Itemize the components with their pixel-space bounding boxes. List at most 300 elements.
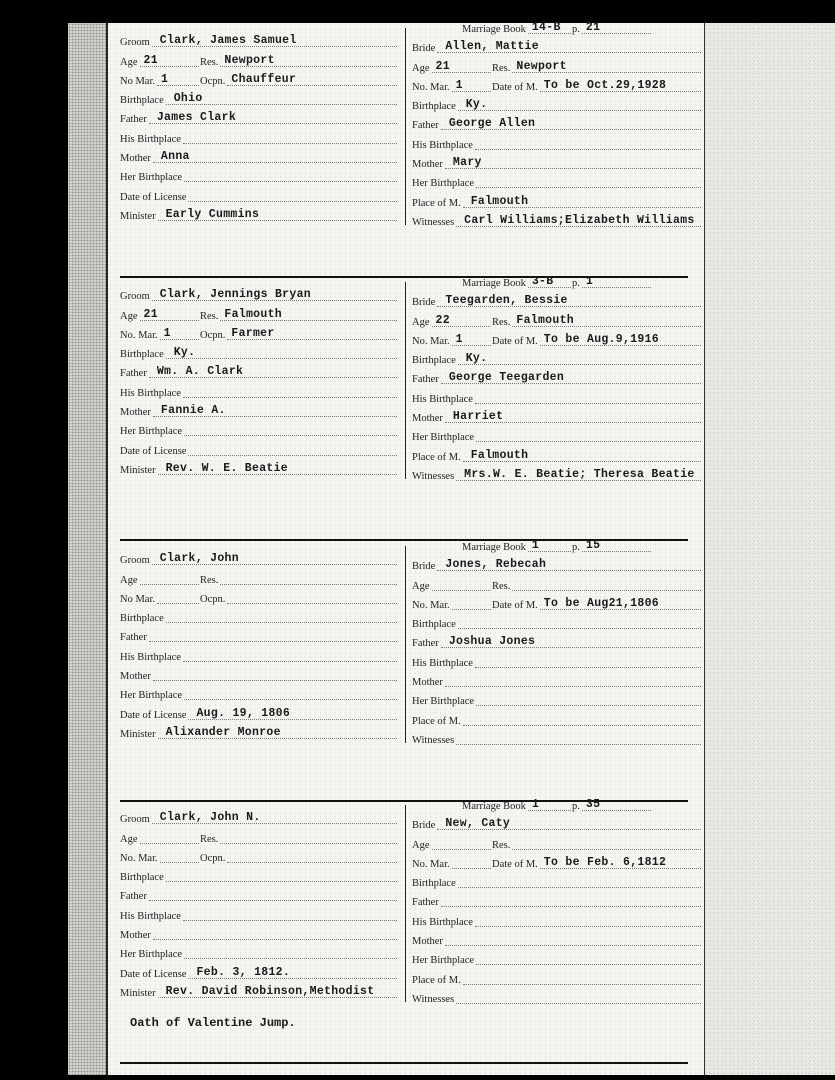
- form-row: [412, 929, 702, 948]
- form-field: [120, 966, 398, 981]
- field-label: Age: [120, 574, 138, 586]
- form-field: [120, 687, 398, 702]
- bride-column: [412, 20, 702, 229]
- field-dotted-line: [140, 831, 200, 844]
- form-row: [120, 184, 398, 203]
- field-dotted-line: [463, 449, 701, 462]
- form-field: [120, 54, 200, 69]
- form-field: [412, 933, 702, 948]
- field-label: Mother: [120, 153, 151, 165]
- form-field: [492, 333, 702, 348]
- form-field: [412, 558, 702, 573]
- field-dotted-line: [582, 798, 651, 811]
- field-dotted-line: [158, 462, 397, 475]
- field-dotted-line: [528, 21, 571, 34]
- groom-column: [120, 284, 398, 477]
- field-dotted-line: [158, 726, 397, 739]
- form-row: [412, 94, 702, 113]
- field-value: Harriet: [452, 410, 504, 424]
- field-value: 1: [531, 539, 540, 552]
- form-row: [412, 210, 702, 229]
- form-row: [412, 987, 702, 1006]
- field-label: His Birthplace: [412, 139, 473, 151]
- form-row: [120, 548, 398, 567]
- form-row: [412, 406, 702, 425]
- form-row: [412, 348, 702, 367]
- form-field: [462, 275, 572, 290]
- form-row: [120, 438, 398, 457]
- field-label: Mother: [120, 407, 151, 419]
- field-value: 21: [585, 21, 601, 34]
- field-dotted-line: [149, 629, 397, 642]
- form-field: [412, 175, 702, 190]
- form-row: [120, 49, 398, 68]
- field-dotted-line: [475, 655, 701, 668]
- field-dotted-line: [183, 131, 397, 144]
- form-field: [412, 952, 702, 967]
- field-dotted-line: [458, 98, 701, 111]
- field-dotted-line: [152, 34, 397, 47]
- form-row: [412, 797, 702, 813]
- form-field: [120, 985, 398, 1000]
- form-row: [412, 948, 702, 967]
- field-label: Age: [412, 580, 430, 592]
- column-divider: [405, 805, 406, 1002]
- field-dotted-line: [160, 327, 199, 340]
- field-dotted-line: [140, 54, 200, 67]
- column-divider: [405, 282, 406, 479]
- field-label: Date of M.: [492, 599, 538, 611]
- field-dotted-line: [160, 850, 199, 863]
- field-dotted-line: [220, 54, 397, 67]
- field-label: Bride: [412, 297, 436, 309]
- field-label: Birthplace: [412, 101, 456, 113]
- form-field: [120, 850, 200, 865]
- form-field: [412, 98, 702, 113]
- form-field: [120, 308, 200, 323]
- form-field: [120, 385, 398, 400]
- form-row: [120, 807, 398, 826]
- form-field: [412, 693, 702, 708]
- form-row: [120, 826, 398, 845]
- form-field: [412, 856, 492, 871]
- form-field: [412, 674, 702, 689]
- form-row: [412, 670, 702, 689]
- field-label: No. Mar.: [120, 852, 158, 864]
- form-field: [120, 111, 398, 126]
- form-field: [412, 40, 702, 55]
- form-field: [200, 73, 398, 88]
- form-row: [120, 606, 398, 625]
- field-dotted-line: [437, 817, 701, 830]
- form-row: [412, 274, 702, 290]
- field-dotted-line: [149, 888, 397, 901]
- form-row: [120, 587, 398, 606]
- form-row: [412, 152, 702, 171]
- field-label: Mother: [120, 930, 151, 942]
- field-dotted-line: [512, 314, 701, 327]
- field-label: Her Birthplace: [412, 955, 475, 967]
- field-value: 21: [435, 59, 450, 73]
- form-field: [412, 79, 492, 94]
- field-value: 22: [435, 313, 450, 327]
- form-row: [412, 290, 702, 309]
- field-dotted-line: [452, 333, 491, 346]
- field-dotted-line: [445, 410, 701, 423]
- field-label: Date of M.: [492, 858, 538, 870]
- field-label: Minister: [120, 464, 156, 476]
- field-dotted-line: [153, 668, 397, 681]
- field-label: No. Mar.: [412, 335, 450, 347]
- field-value: 3-B: [531, 275, 554, 288]
- bride-column: [412, 797, 702, 1006]
- field-label: Birthplace: [120, 613, 164, 625]
- form-field: [412, 117, 702, 132]
- field-label: p.: [572, 542, 580, 553]
- field-label: Father: [120, 368, 147, 380]
- field-dotted-line: [475, 914, 701, 927]
- page-margin-strip: [68, 23, 106, 1075]
- form-row: [412, 871, 702, 890]
- field-label: His Birthplace: [412, 657, 473, 669]
- form-field: [120, 462, 398, 477]
- field-dotted-line: [183, 649, 397, 662]
- form-field: [572, 275, 652, 290]
- field-label: Place of M.: [412, 451, 461, 463]
- form-field: [120, 927, 398, 942]
- field-value: Teegarden, Bessie: [445, 294, 568, 308]
- field-dotted-line: [152, 552, 397, 565]
- field-value: Allen, Mattie: [445, 40, 539, 54]
- field-dotted-line: [166, 610, 397, 623]
- form-field: [412, 875, 702, 890]
- form-field: [412, 371, 702, 386]
- form-row: [412, 309, 702, 328]
- field-dotted-line: [528, 275, 571, 288]
- field-label: Age: [120, 310, 138, 322]
- field-dotted-line: [184, 946, 397, 959]
- form-field: [462, 539, 572, 554]
- field-label: Date of License: [120, 191, 187, 203]
- right-border-line: [704, 23, 705, 1075]
- field-dotted-line: [437, 40, 701, 53]
- form-row: [412, 593, 702, 612]
- field-value: 35: [585, 798, 601, 811]
- form-field: [120, 169, 398, 184]
- field-dotted-line: [432, 60, 492, 73]
- field-dotted-line: [227, 850, 397, 863]
- field-dotted-line: [166, 92, 397, 105]
- field-dotted-line: [456, 732, 701, 745]
- field-label: No Mar.: [120, 75, 155, 87]
- form-row: [412, 55, 702, 74]
- field-value: Falmouth: [224, 307, 282, 321]
- field-value: Clark, John: [159, 552, 239, 566]
- form-row: [120, 419, 398, 438]
- field-value: Falmouth: [470, 194, 529, 208]
- form-field: [120, 443, 398, 458]
- field-value: Farmer: [231, 326, 275, 340]
- form-field: [120, 668, 398, 683]
- form-field: [412, 578, 492, 593]
- field-label: p.: [572, 24, 580, 35]
- form-field: [492, 856, 702, 871]
- form-row: [120, 88, 398, 107]
- form-row: [412, 650, 702, 669]
- form-field: [200, 591, 398, 606]
- field-dotted-line: [452, 597, 491, 610]
- field-dotted-line: [540, 79, 701, 92]
- form-row: [120, 702, 398, 721]
- field-dotted-line: [476, 429, 701, 442]
- field-value: George Teegarden: [448, 371, 565, 385]
- field-dotted-line: [153, 927, 397, 940]
- form-field: [120, 365, 398, 380]
- form-field: [120, 288, 398, 303]
- form-row: [412, 689, 702, 708]
- field-label: Groom: [120, 291, 150, 303]
- field-label: Ocpn.: [200, 852, 226, 864]
- form-field: [492, 314, 702, 329]
- form-field: [412, 713, 702, 728]
- field-label: Age: [412, 62, 430, 74]
- form-field: [412, 817, 702, 832]
- form-row: [412, 967, 702, 986]
- form-field: [412, 429, 702, 444]
- field-label: Res.: [492, 316, 511, 328]
- field-label: Date of License: [120, 445, 187, 457]
- form-row: [412, 190, 702, 209]
- groom-column: [120, 807, 398, 1000]
- field-dotted-line: [441, 894, 701, 907]
- field-dotted-line: [475, 137, 701, 150]
- form-field: [492, 837, 702, 852]
- field-label: Birthplace: [120, 349, 164, 361]
- form-row: [412, 554, 702, 573]
- form-row: [120, 884, 398, 903]
- field-dotted-line: [188, 443, 397, 456]
- field-value: Fannie A.: [160, 404, 226, 418]
- field-label: Ocpn.: [200, 329, 226, 341]
- field-dotted-line: [188, 189, 397, 202]
- form-field: [200, 831, 398, 846]
- form-row: [412, 36, 702, 55]
- form-row: [412, 75, 702, 94]
- form-field: [120, 423, 398, 438]
- form-row: [120, 846, 398, 865]
- form-field: [120, 707, 398, 722]
- form-row: [120, 323, 398, 342]
- field-dotted-line: [152, 288, 397, 301]
- field-value: Ky.: [465, 352, 488, 366]
- form-row: [412, 329, 702, 348]
- field-value: Feb. 3, 1812.: [196, 965, 291, 979]
- field-dotted-line: [458, 352, 701, 365]
- field-dotted-line: [456, 214, 701, 227]
- form-row: [412, 113, 702, 132]
- field-value: Mrs.W. E. Beatie; Theresa Beatie: [464, 467, 695, 481]
- column-divider: [405, 546, 406, 743]
- form-row: [412, 367, 702, 386]
- field-value: 1: [455, 78, 463, 92]
- field-label: Marriage Book: [462, 24, 526, 35]
- form-field: [120, 131, 398, 146]
- field-value: Clark, Jennings Bryan: [159, 288, 311, 302]
- field-label: Father: [120, 114, 147, 126]
- form-field: [412, 137, 702, 152]
- form-field: [120, 591, 200, 606]
- field-value: Rev. David Robinson,Methodist: [165, 984, 375, 998]
- field-dotted-line: [582, 539, 651, 552]
- field-label: Age: [412, 839, 430, 851]
- field-dotted-line: [463, 195, 701, 208]
- form-field: [572, 21, 652, 36]
- field-dotted-line: [458, 616, 701, 629]
- form-field: [412, 616, 702, 631]
- field-label: Father: [120, 632, 147, 644]
- form-row: [412, 171, 702, 190]
- form-field: [200, 308, 398, 323]
- field-value: Chauffeur: [231, 72, 297, 86]
- form-row: [120, 722, 398, 741]
- field-value: Newport: [516, 59, 567, 73]
- field-dotted-line: [220, 831, 397, 844]
- form-row: [412, 612, 702, 631]
- field-label: Witnesses: [412, 470, 455, 482]
- field-label: No. Mar.: [412, 81, 450, 93]
- form-field: [120, 610, 398, 625]
- field-dotted-line: [140, 572, 200, 585]
- field-dotted-line: [184, 169, 397, 182]
- field-dotted-line: [437, 558, 701, 571]
- field-label: Father: [412, 638, 439, 650]
- field-label: Marriage Book: [462, 542, 526, 553]
- form-field: [120, 726, 398, 741]
- form-row: [412, 425, 702, 444]
- field-dotted-line: [463, 713, 701, 726]
- form-field: [120, 629, 398, 644]
- field-value: To be Aug.9,1916: [543, 332, 659, 346]
- field-dotted-line: [456, 991, 701, 1004]
- field-label: Date of License: [120, 968, 187, 980]
- form-row: [120, 69, 398, 88]
- field-dotted-line: [441, 117, 701, 130]
- form-row: [120, 923, 398, 942]
- form-field: [120, 572, 200, 587]
- form-field: [200, 54, 398, 69]
- field-dotted-line: [149, 111, 397, 124]
- field-value: To be Oct.29,1928: [543, 78, 667, 92]
- form-field: [412, 635, 702, 650]
- form-field: [412, 914, 702, 929]
- field-value: To be Aug21,1806: [543, 596, 659, 610]
- field-dotted-line: [184, 687, 397, 700]
- form-row: [412, 708, 702, 727]
- field-label: Birthplace: [412, 355, 456, 367]
- form-field: [412, 314, 492, 329]
- form-field: [120, 189, 398, 204]
- field-dotted-line: [476, 693, 701, 706]
- form-row: [120, 961, 398, 980]
- form-field: [412, 294, 702, 309]
- form-field: [462, 798, 572, 813]
- field-dotted-line: [445, 933, 701, 946]
- field-label: Groom: [120, 814, 150, 826]
- form-row: [120, 942, 398, 961]
- field-dotted-line: [445, 156, 701, 169]
- field-label: No. Mar.: [412, 858, 450, 870]
- form-field: [412, 410, 702, 425]
- field-dotted-line: [188, 966, 397, 979]
- form-field: [120, 649, 398, 664]
- field-dotted-line: [445, 674, 701, 687]
- form-row: [412, 909, 702, 928]
- form-field: [412, 655, 702, 670]
- field-label: Mother: [120, 671, 151, 683]
- field-label: Her Birthplace: [412, 696, 475, 708]
- field-dotted-line: [512, 578, 701, 591]
- field-dotted-line: [184, 423, 397, 436]
- field-dotted-line: [152, 811, 397, 824]
- form-field: [120, 73, 200, 88]
- form-field: [412, 195, 702, 210]
- form-field: [120, 869, 398, 884]
- field-dotted-line: [441, 371, 701, 384]
- field-dotted-line: [476, 175, 701, 188]
- field-label: p.: [572, 278, 580, 289]
- groom-column: [120, 548, 398, 741]
- field-label: Res.: [492, 62, 511, 74]
- form-field: [412, 597, 492, 612]
- form-field: [120, 552, 398, 567]
- form-field: [572, 798, 652, 813]
- field-value: Jones, Rebecah: [445, 558, 547, 572]
- field-label: Bride: [412, 43, 436, 55]
- form-row: [120, 664, 398, 683]
- field-label: Witnesses: [412, 734, 455, 746]
- field-value: Aug. 19, 1806: [196, 706, 291, 720]
- form-row: [120, 380, 398, 399]
- field-value: New, Caty: [445, 817, 511, 831]
- field-dotted-line: [437, 294, 701, 307]
- form-field: [412, 333, 492, 348]
- field-dotted-line: [140, 308, 200, 321]
- field-dotted-line: [153, 150, 397, 163]
- form-row: [412, 573, 702, 592]
- form-field: [412, 972, 702, 987]
- field-value: 1: [161, 72, 169, 86]
- form-row: [120, 126, 398, 145]
- field-value: Anna: [160, 150, 190, 164]
- field-value: Ky.: [173, 346, 196, 360]
- field-value: Falmouth: [470, 448, 529, 462]
- record-separator: [120, 1062, 688, 1064]
- form-field: [120, 346, 398, 361]
- form-field: [120, 404, 398, 419]
- field-label: Minister: [120, 728, 156, 740]
- field-dotted-line: [227, 327, 397, 340]
- field-label: Place of M.: [412, 974, 461, 986]
- field-label: Groom: [120, 37, 150, 49]
- field-dotted-line: [441, 635, 701, 648]
- form-row: [412, 728, 702, 747]
- form-row: [120, 303, 398, 322]
- field-label: His Birthplace: [412, 393, 473, 405]
- field-label: Father: [412, 897, 439, 909]
- field-dotted-line: [512, 60, 701, 73]
- field-dotted-line: [528, 539, 571, 552]
- form-row: [412, 832, 702, 851]
